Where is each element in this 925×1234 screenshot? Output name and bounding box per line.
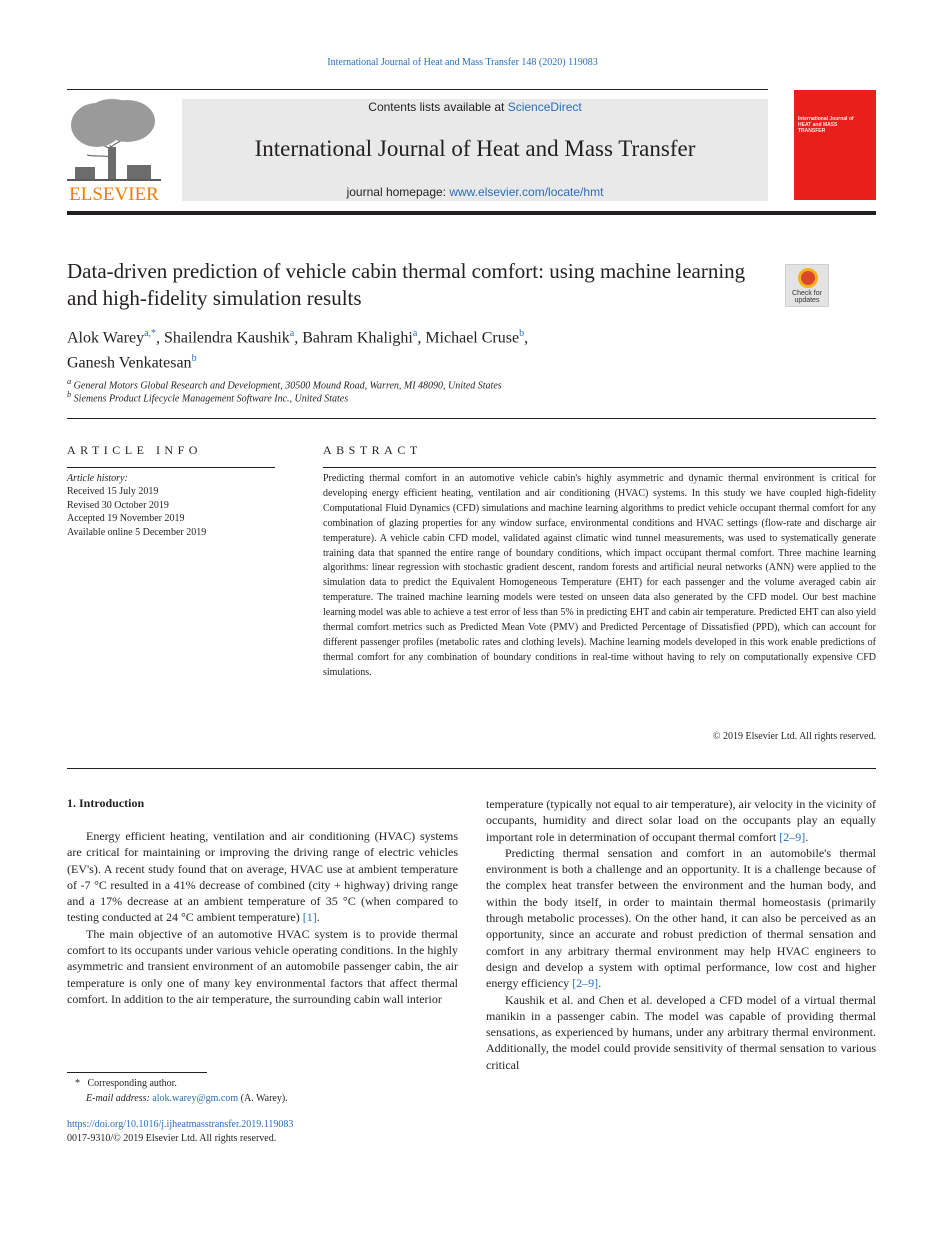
journal-reference-link[interactable]: International Journal of Heat and Mass Transfer 148 (2020) 119083 [327,57,598,68]
paragraph: Kaushik et al. and Chen et al. developed a CFD model of a virtual thermal manikin in a passenger cabin. The model was capable of providing thermal sensations, as experienced by humans, under any arbitrary thermal environment. Additionally, the model could provide sensitivity of thermal sensation to various critical [486,992,876,1072]
email-owner: (A. Warey). [240,1093,288,1104]
footnote-mark: * [75,1078,80,1089]
history-revised: Revised 30 October 2019 [67,499,169,511]
citation-link[interactable]: [1] [302,910,317,925]
paragraph-text: temperature (typically not equal to air temperature), air velocity in the vicinity of occupants, humidity and direct solar load on the occupants play an equally important role in determination of occupant thermal comfort [486,797,876,844]
contents-line [182,100,768,114]
paragraph-text: Predicting thermal sensation and comfort in an automobile's thermal environment is both a challenge and an opportunity. It is a challenge because of the complex heat transfer between the environment and the human body, and within the body itself, in order to maintain thermal homeostasis (primarily through metabolic processes). On the other hand, it can also be perceived as an opportunity, since an accurate and robust prediction of thermal sensation and comfort in any arbitrary thermal environment may help HVAC engineers to design and develop a system with optimal performance, low cost and higher energy efficiency [486,845,876,991]
author-name[interactable]: Alok Warey [67,329,145,347]
footnote-text: Corresponding author. [87,1078,177,1089]
author-sup[interactable]: b [191,353,197,365]
history-label: Article history: [67,473,128,484]
article-info-heading: ARTICLE INFO [67,443,202,457]
history-accepted: Accepted 19 November 2019 [67,513,185,525]
history-online: Available online 5 December 2019 [67,526,207,538]
author-list: Alok Warey$^{a,*}$, Shailendra Kaushik$^a$, Bahram Khalighi$^a$, Michael Cruse$^b$, Ganesh Venkatesan$^b$ [67,328,529,372]
abstract-copyright: © 2019 Elsevier Ltd. All rights reserved. [712,731,876,742]
affiliation-sup: b [67,390,72,399]
homepage-line [182,185,768,199]
corresponding-author-note [75,1078,177,1089]
contents-prefix: Contents lists available at [368,100,508,114]
issn-copyright: 0017-9310/© 2019 Elsevier Ltd. All rights reserved. [67,1133,277,1144]
elsevier-tree-logo [67,97,161,205]
email-note [86,1093,288,1104]
top-rule [67,89,768,90]
author-sup[interactable]: a,* [144,328,157,339]
paragraph: temperature (typically not equal to air temperature), air velocity in the vicinity of occupants, humidity and direct solar load on the occupants play an equally important role in determination of occupant thermal comfort [2–9]. [486,797,876,844]
body-column-left [67,828,458,1007]
doi-link[interactable]: https://doi.org/10.1016/j.ijheatmasstransfer.2019.119083 [67,1119,294,1130]
article-history [67,472,206,539]
author-sup[interactable]: b [519,328,525,339]
affiliation-text: General Motors Global Research and Development, 30500 Mound Road, Warren, MI 48090, United States [73,380,502,392]
author-name[interactable]: Shailendra Kaushik [164,329,290,347]
author-sup[interactable]: a [412,328,418,339]
divider [67,768,876,769]
sciencedirect-link[interactable]: ScienceDirect [507,100,582,114]
author-name[interactable]: Ganesh Venkatesan [67,354,192,372]
citation-link[interactable]: [2–9] [779,829,806,844]
footnote-rule [67,1072,207,1073]
journal-cover-title: International Journal of HEAT and MASS TRANSFER [798,116,854,134]
check-for-updates-button[interactable] [785,264,829,307]
paragraph: Predicting thermal sensation and comfort in an automobile's thermal environment is both a challenge and an opportunity. It is a challenge because of the complex heat transfer between the environment and the human body, and within the body itself, in order to maintain thermal homeostasis (primarily through metabolic processes). On the other hand, it can also be perceived as an opportunity, since an accurate and robust prediction of thermal sensation and comfort in any arbitrary thermal environment may help HVAC engineers to design and develop a system with optimal performance, low cost and higher energy efficiency [2–9]. [486,845,876,991]
author-name[interactable]: Bahram Khalighi [302,329,413,347]
history-received: Received 15 July 2019 [67,486,159,498]
journal-title: International Journal of Heat and Mass Transfer [254,136,696,161]
email-label: E-mail address: [86,1093,150,1104]
check-updates-icon [798,268,818,288]
body-column-right [486,796,876,1073]
paragraph: The main objective of an automotive HVAC system is to provide thermal comfort to its occupants under various vehicle operating conditions. In the highly asymmetric and transient environment of an automobile passenger cabin, the air temperature is only one of many key environmental factors that affect thermal comfort. In addition to the air temperature, the surrounding cabin wall interior [67,926,458,1006]
abstract-heading: ABSTRACT [323,443,422,457]
author-name[interactable]: Michael Cruse [425,329,520,347]
abstract-text: Predicting thermal comfort in an automotive vehicle cabin's highly asymmetric and dynamic thermal environment is critical for developing energy efficient heating, ventilation and air conditioning (HVAC) systems. In this study we have coupled high-fidelity Computational Fluid Dynamics (CFD) simulations and machine learning algorithms to predict vehicle occupant thermal comfort for any combination of glazing properties for any window surface, environmental conditions and HVAC settings (flow-rate and discharge air temperature). A vehicle cabin CFD model, validated against climatic wind tunnel measurements, was used to systematically generate training data that spanned the entire range of boundary conditions, which impact occupant thermal comfort. Three machine learning algorithms: linear regression with stochastic gradient descent, random forests and artificial neural networks (ANN) were applied to the simulation data to predict the Equivalent Homogeneous Temperature (EHT) for each passenger and the volume averaged cabin air temperature. The trained machine learning models were tested on unseen data also generated by the CFD model. Our best machine learning model was able to achieve a test error of less than 5% in predicting EHT and cabin air temperature. Predicted EHT can also yield thermal comfort metrics such as Predicted Mean Vote (PMV) and Predicted Percentage of Dissatisfied (PPD), which can account for different passenger profiles (metabolic rates and clothing levels). Machine learning models developed in this work enable predictions of thermal comfort for any combination of boundary conditions in real-time without having to rely on computationally expensive CFD simulations. [323,473,876,678]
section-title: 1. Introduction [67,796,145,810]
header-thick-rule [67,211,876,215]
check-updates-label: Check for updates [792,290,822,304]
affiliation-text: Siemens Product Lifecycle Management Software Inc., United States [73,393,349,405]
affiliation-b [67,390,348,404]
email-link[interactable]: alok.warey@gm.com [152,1093,239,1104]
paragraph: Energy efficient heating, ventilation and air conditioning (HVAC) systems are critical for maintaining or improving the driving range of electric vehicles (EV's). A recent study found that on average, HVAC use at ambient temperature of -7 °C resulted in a 41% decrease of combined (city + highway) driving range and a 17% decrease at an ambient temperature of 35 °C (when compared to testing conducted at 24 °C ambient temperature) [1]. [67,829,458,925]
paragraph-text: Energy efficient heating, ventilation and air conditioning (HVAC) systems are critical for maintaining or improving the driving range of electric vehicles (EV's). A recent study found that on average, HVAC use at ambient temperature of -7 °C resulted in a 41% decrease of combined (city + highway) driving range and a 17% decrease at an ambient temperature of 35 °C (when compared to testing conducted at 24 °C ambient temperature) [67,829,458,925]
author-sup[interactable]: a [289,328,295,339]
citation-link[interactable]: [2–9] [572,976,599,991]
journal-cover [794,90,876,200]
article-title: Data-driven prediction of vehicle cabin thermal comfort: using machine learning and high-fidelity simulation results [67,259,746,310]
elsevier-wordmark: ELSEVIER [69,184,159,205]
homepage-link[interactable]: www.elsevier.com/locate/hmt [449,185,604,199]
abstract-rule [323,467,876,468]
affiliation-sup: a [67,377,72,386]
homepage-prefix: journal homepage: [346,185,450,199]
article-info-rule [67,467,275,468]
divider [67,418,876,419]
